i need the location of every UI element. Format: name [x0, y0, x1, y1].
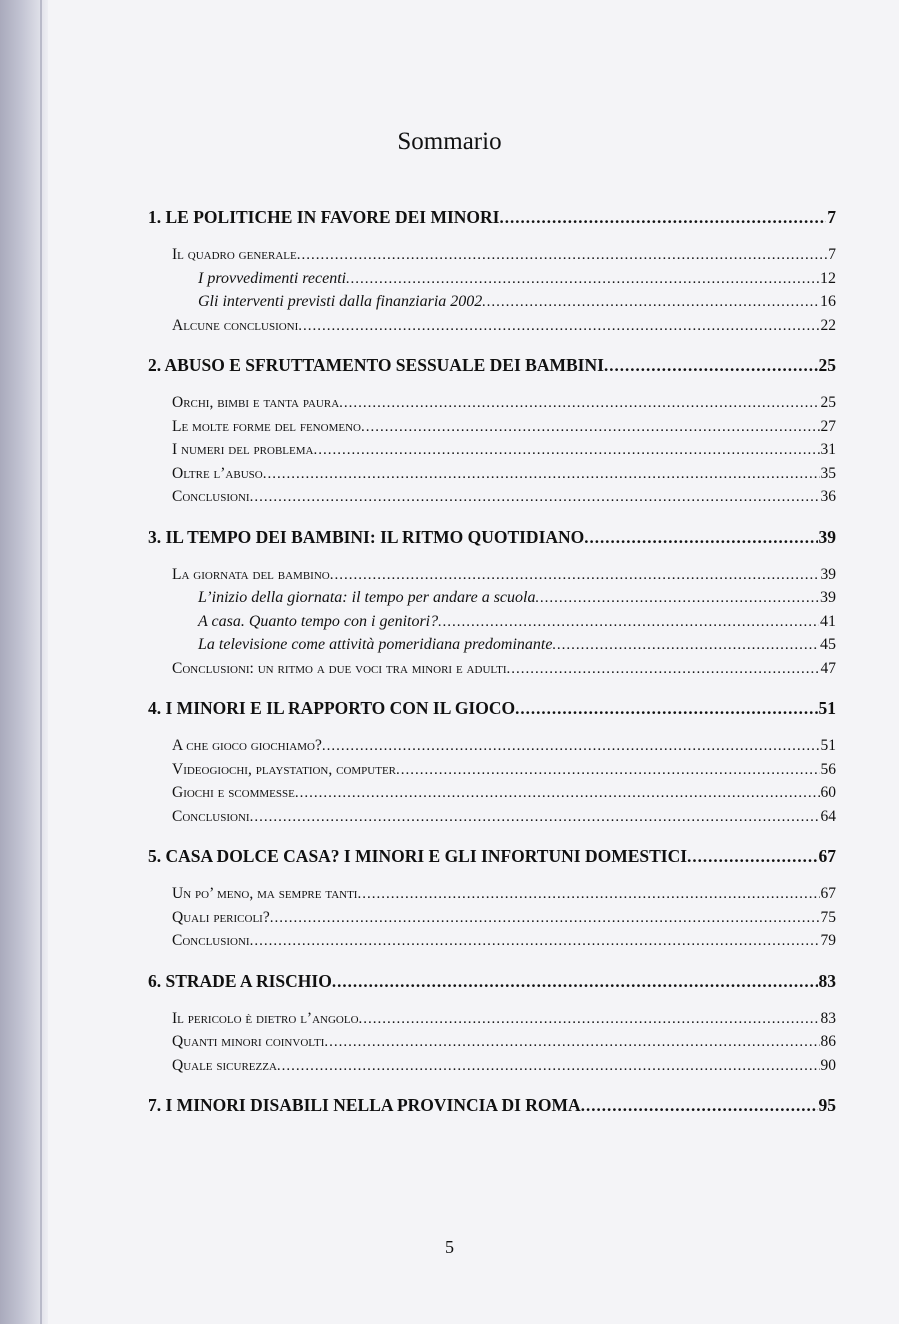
toc-section — [148, 805, 836, 829]
entry-page: 31 — [820, 441, 836, 458]
toc-section — [148, 462, 836, 486]
entry-page: 47 — [820, 659, 836, 677]
dot-leader — [313, 439, 819, 462]
dot-leader — [332, 968, 818, 995]
dot-leader — [263, 463, 820, 486]
entry-title: A che gioco giochiamo? — [172, 737, 322, 754]
toc-chapter — [148, 523, 836, 551]
toc-section — [148, 415, 836, 439]
chapter-page: 67 — [818, 846, 836, 866]
toc-section — [148, 563, 836, 587]
dot-leader — [500, 204, 827, 231]
entry-page: 79 — [820, 932, 836, 949]
entry-title: Videogiochi, playstation, computer — [172, 760, 397, 778]
entry-page: 27 — [820, 417, 836, 435]
toc-chapter — [148, 694, 836, 722]
entry-page: 90 — [820, 1056, 836, 1074]
toc-section — [148, 781, 836, 805]
dot-leader — [584, 524, 817, 551]
table-of-contents — [148, 203, 836, 1119]
entry-title: Conclusioni — [172, 488, 250, 505]
entry-page: 83 — [820, 1009, 836, 1027]
entry-title: A casa. Quanto tempo con i genitori? — [198, 612, 439, 630]
toc-section — [148, 243, 836, 267]
entry-title: I provvedimenti recenti — [198, 269, 347, 287]
toc-chapter — [148, 1091, 836, 1119]
toc-section — [148, 882, 836, 906]
spine-fold — [40, 0, 42, 1324]
entry-title: Il pericolo è dietro l’angolo — [172, 1009, 359, 1027]
dot-leader — [346, 268, 819, 291]
entry-page: 16 — [820, 293, 836, 310]
dot-leader — [277, 1055, 820, 1078]
entry-page: 56 — [820, 760, 836, 778]
toc-subsection — [148, 586, 836, 610]
dot-leader — [535, 587, 819, 610]
toc-subsection — [148, 290, 836, 314]
entry-title: Quali pericoli? — [172, 908, 270, 926]
entry-title: Conclusioni — [172, 807, 250, 825]
toc-section — [148, 1007, 836, 1031]
dot-leader — [506, 658, 819, 681]
entry-title: Oltre l’abuso — [172, 464, 263, 482]
dot-leader — [270, 907, 820, 930]
dot-leader — [324, 1031, 819, 1054]
entry-page: 75 — [820, 908, 836, 926]
chapter-page: 39 — [818, 526, 836, 547]
entry-page: 12 — [820, 269, 836, 287]
entry-page: 36 — [820, 488, 836, 505]
dot-leader — [250, 806, 820, 829]
dot-leader — [482, 291, 819, 314]
chapter-page: 7 — [827, 207, 836, 227]
toc-section — [148, 314, 836, 338]
toc-subsection — [148, 267, 836, 291]
toc-section — [148, 734, 836, 758]
page-title: Sommario — [397, 128, 502, 155]
toc-section — [148, 758, 836, 782]
dot-leader — [581, 1092, 818, 1119]
chapter-title: 2. ABUSO E SFRUTTAMENTO SESSUALE DEI BAMBINI — [148, 355, 604, 375]
toc-subsection — [148, 633, 836, 657]
chapter-page: 51 — [818, 698, 836, 718]
entry-page: 25 — [820, 394, 836, 411]
toc-chapter — [148, 842, 836, 870]
entry-page: 35 — [820, 464, 836, 482]
dot-leader — [359, 1008, 820, 1031]
toc-section — [148, 657, 836, 681]
toc-section — [148, 438, 836, 462]
toc-chapter — [148, 351, 836, 379]
entry-page: 86 — [820, 1033, 836, 1050]
entry-title: Gli interventi previsti dalla finanziaria 2002 — [198, 293, 483, 310]
toc-section — [148, 929, 836, 953]
toc-section — [148, 906, 836, 930]
toc-section — [148, 485, 836, 509]
entry-title: Un po’ meno, ma sempre tanti — [172, 885, 358, 902]
chapter-title: 4. I MINORI E IL RAPPORTO CON IL GIOCO — [148, 698, 516, 718]
entry-title: Conclusioni: un ritmo a due voci tra minori e adulti — [172, 659, 507, 677]
dot-leader — [604, 352, 818, 379]
dot-leader — [339, 392, 819, 415]
entry-page: 51 — [820, 737, 836, 754]
toc-section — [148, 391, 836, 415]
toc-section — [148, 1054, 836, 1078]
chapter-title: 7. I MINORI DISABILI NELLA PROVINCIA DI ROMA — [148, 1095, 581, 1115]
entry-page: 41 — [820, 612, 836, 630]
dot-leader — [396, 759, 819, 782]
dot-leader — [330, 564, 820, 587]
entry-title: La giornata del bambino — [172, 565, 330, 583]
entry-title: Il quadro generale — [172, 246, 297, 263]
dot-leader — [515, 695, 817, 722]
chapter-title: 3. IL TEMPO DEI BAMBINI: IL RITMO QUOTIDIANO — [148, 526, 585, 547]
entry-page: 60 — [820, 784, 836, 801]
entry-title: Alcune conclusioni — [172, 316, 299, 334]
entry-page: 64 — [820, 807, 836, 825]
toc-subsection — [148, 610, 836, 634]
page-number: 5 — [445, 1237, 454, 1257]
entry-title: La televisione come attività pomeridiana predominante — [198, 636, 553, 653]
dot-leader — [295, 782, 820, 805]
entry-page: 22 — [820, 316, 836, 334]
dot-leader — [322, 735, 820, 758]
entry-page: 39 — [820, 589, 836, 606]
toc-chapter — [148, 967, 836, 995]
dot-leader — [250, 486, 820, 509]
toc-chapter — [148, 203, 836, 231]
dot-leader — [687, 843, 817, 870]
toc-section — [148, 1030, 836, 1054]
entry-title: I numeri del problema — [172, 441, 314, 458]
entry-title: L’inizio della giornata: il tempo per andare a scuola — [198, 589, 536, 606]
dot-leader — [357, 883, 819, 906]
entry-title: Orchi, bimbi e tanta paura — [172, 394, 340, 411]
entry-page: 7 — [828, 246, 836, 263]
entry-title: Le molte forme del fenomeno — [172, 417, 361, 435]
chapter-page: 83 — [818, 970, 836, 991]
chapter-title: 5. CASA DOLCE CASA? I MINORI E GLI INFORTUNI DOMESTICI — [148, 846, 688, 866]
entry-title: Giochi e scommesse — [172, 784, 295, 801]
dot-leader — [297, 244, 828, 267]
dot-leader — [250, 930, 820, 953]
chapter-page: 95 — [818, 1095, 836, 1115]
dot-leader — [298, 315, 819, 338]
entry-page: 39 — [820, 565, 836, 583]
entry-page: 67 — [820, 885, 836, 902]
dot-leader — [438, 611, 819, 634]
chapter-title: 6. STRADE A RISCHIO — [148, 970, 332, 991]
dot-leader — [361, 416, 820, 439]
chapter-page: 25 — [818, 355, 836, 375]
entry-title: Quanti minori coinvolti — [172, 1033, 325, 1050]
dot-leader — [552, 634, 819, 657]
chapter-title: 1. LE POLITICHE IN FAVORE DEI MINORI — [148, 207, 500, 227]
entry-title: Quale sicurezza — [172, 1056, 277, 1074]
entry-page: 45 — [820, 636, 836, 653]
entry-title: Conclusioni — [172, 932, 250, 949]
